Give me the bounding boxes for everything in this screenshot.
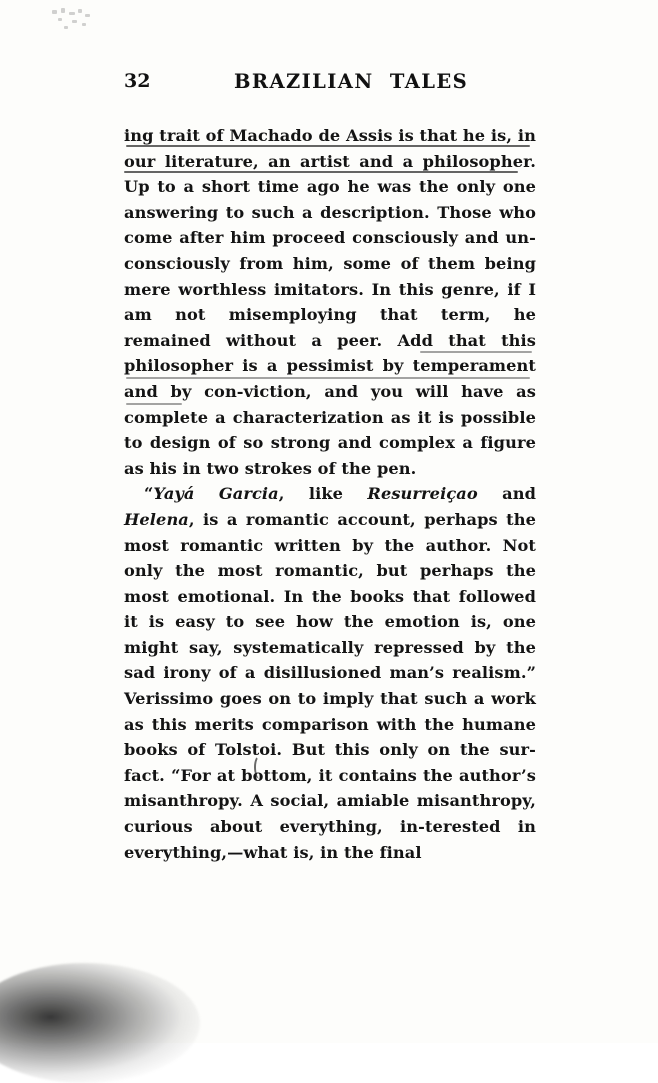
running-head: [124, 70, 534, 96]
paragraph-2-run-4: and: [477, 484, 536, 504]
title-yaya-garcia: Yayá Garcia: [153, 484, 279, 504]
book-title-header: BRAZILIAN TALES: [234, 70, 469, 93]
paragraph-2: [124, 481, 536, 865]
paragraph-2-run-6: , is a romantic account, perhaps the most romantic written by the author. Not only the most romantic, but perhaps the most emotional. In the books that followed it is easy to see how the emotion is, one might say, systematically repressed by the sad irony of a disillusioned man’s realism.” Verissimo goes on to imply that such a work as this merits comparison with the humane books of Tolstoi. But this only on the sur-fact. “For at bottom, it contains the author’s misanthropy. A social, amiable misanthropy, curious about everything, in-terested in everything,—what is, in the final: [124, 509, 536, 862]
paragraph-1-text: ing trait of Machado de Assis is that he is, in our literature, an artist and a philosopher. Up to a short time ago he was the only one answering to such a description. Those who come after him proceed consciously and un-consciously from him, some of them being mere worthless imitators. In this genre, if I am not misemploying that term, he remained without a peer. Add that this philosopher is a pessimist by temperament and by con-viction, and you will have as complete a characterization as it is possible to design of so strong and complex a figure as his in two strokes of the pen.: [124, 126, 536, 478]
quote-open: “: [144, 484, 154, 504]
paragraph-1: [124, 123, 536, 481]
title-resurreicao: Resurreiçao: [367, 484, 478, 504]
title-helena: Helena: [124, 509, 189, 529]
scan-speck-cluster: [52, 8, 98, 34]
paragraph-2-run-2: , like: [278, 484, 368, 504]
page-number: 32: [124, 70, 151, 92]
body-text-block: [124, 123, 536, 865]
